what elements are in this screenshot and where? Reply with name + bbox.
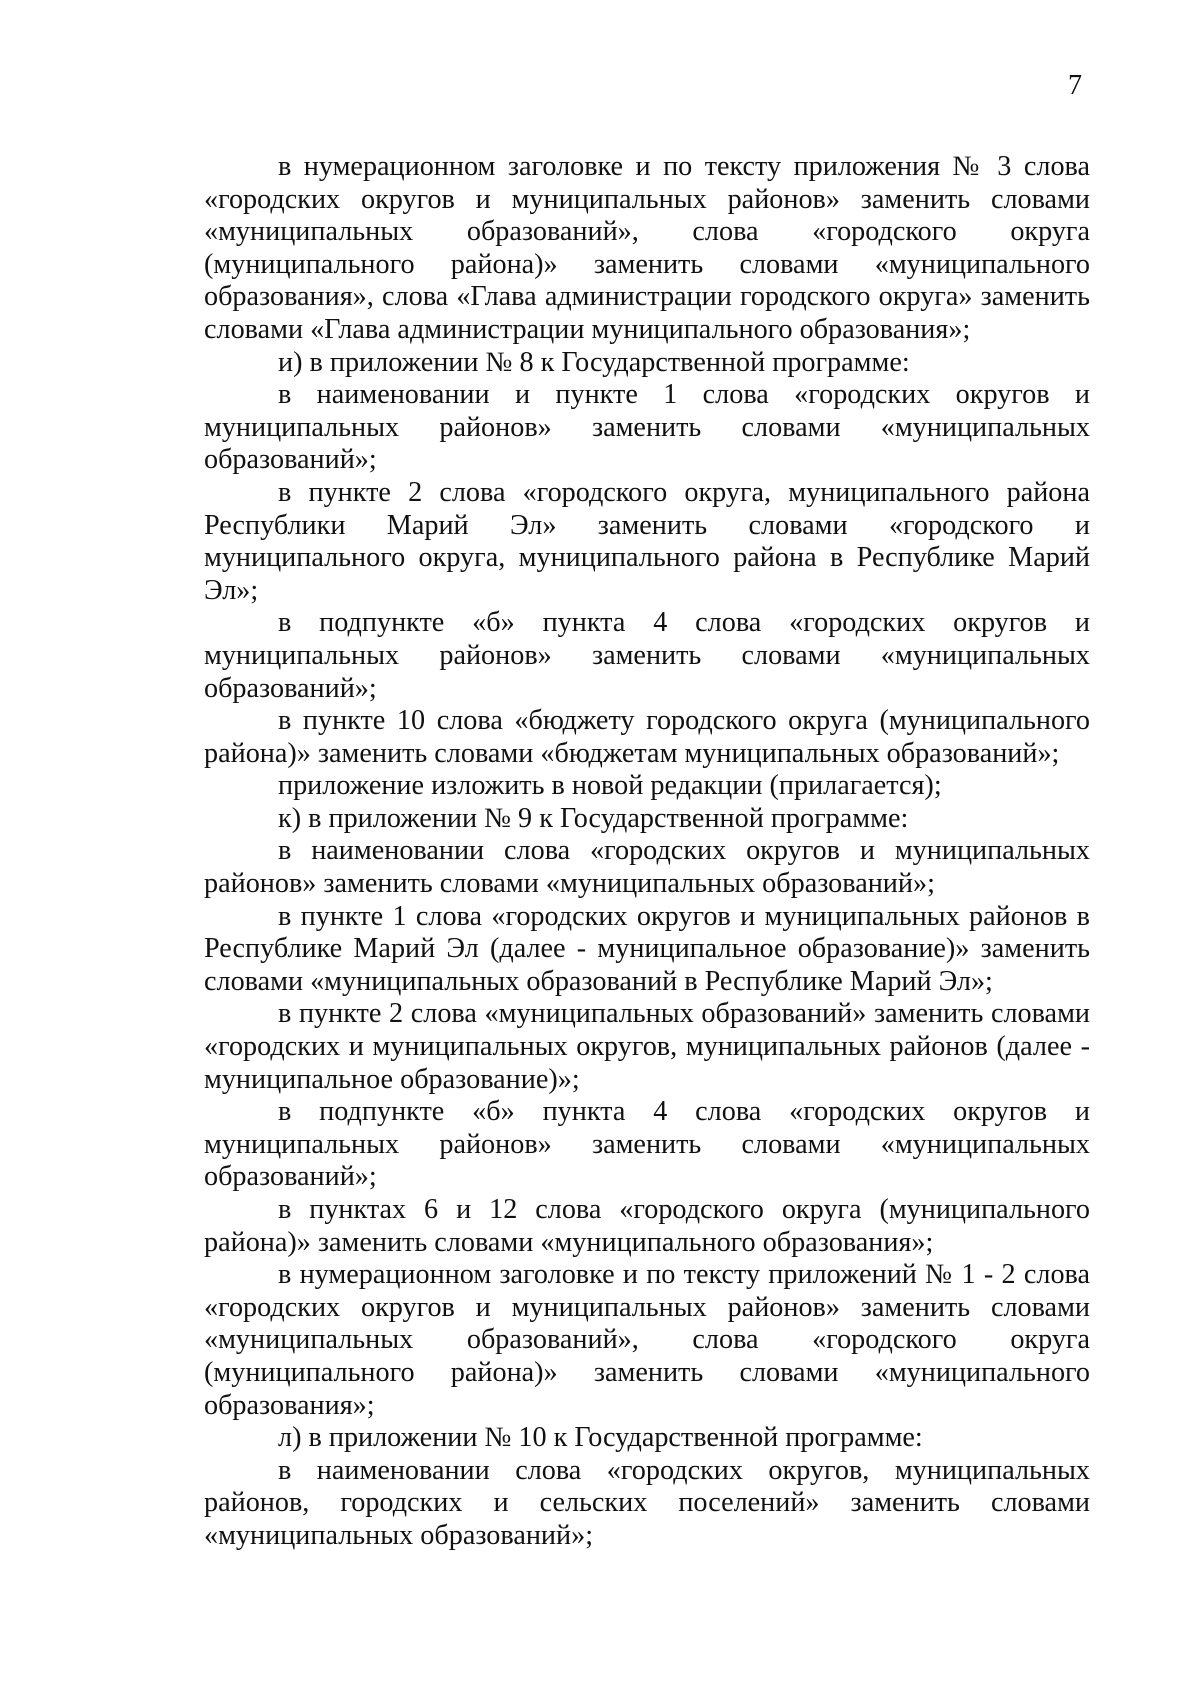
page-number: 7 — [1068, 70, 1082, 101]
paragraph: в нумерационном заголовке и по тексту приложений № 1 - 2 слова «городских округов и муниципальных районов» заменить словами «муниципальных образований», слова «городского округа (муниципального района)» заменить словами «муниципального образования»; — [204, 1259, 1090, 1421]
paragraph: л) в приложении № 10 к Государственной программе: — [278, 1422, 923, 1454]
paragraph: и) в приложении № 8 к Государственной программе: — [278, 346, 910, 378]
paragraph: в наименовании слова «городских округов, муниципальных районов, городских и сельских поселений» заменить словами «муниципальных образований»; — [204, 1454, 1090, 1551]
paragraph: в подпункте «б» пункта 4 слова «городских округов и муниципальных районов» заменить словами «муниципальных образований»; — [204, 1096, 1090, 1193]
paragraph: к) в приложении № 9 к Государственной программе: — [278, 802, 909, 834]
paragraph: приложение изложить в новой редакции (прилагается); — [278, 770, 942, 802]
paragraph: в наименовании слова «городских округов и муниципальных районов» заменить словами «муниципальных образований»; — [204, 835, 1090, 900]
paragraph: в пунктах 6 и 12 слова «городского округа (муниципального района)» заменить словами «муниципального образования»; — [204, 1194, 1090, 1258]
document-body — [204, 151, 1090, 1553]
paragraph: в пункте 10 слова «бюджету городского округа (муниципального района)» заменить словами «бюджетам муниципальных образований»; — [204, 705, 1090, 769]
paragraph: в пункте 2 слова «муниципальных образований» заменить словами «городских и муниципальных округов, муниципальных районов (далее - муниципальное образование)»; — [204, 998, 1090, 1095]
paragraph: в наименовании и пункте 1 слова «городских округов и муниципальных районов» заменить словами «муниципальных образований»; — [204, 379, 1090, 476]
paragraph: в пункте 2 слова «городского округа, муниципального района Республики Марий Эл» заменить словами «городского и муниципального округа, муниципального района в Республике Марий Эл»; — [204, 476, 1090, 606]
paragraph: в подпункте «б» пункта 4 слова «городских округов и муниципальных районов» заменить словами «муниципальных образований»; — [204, 607, 1090, 704]
paragraph: в нумерационном заголовке и по тексту приложения № 3 слова «городских округов и муниципальных районов» заменить словами «муниципальных образований», слова «городского округа (муниципального района)» заменить словами «муниципального образования», слова «Глава администрации городского округа» заменить словами «Глава администрации муниципального образования»; — [204, 151, 1090, 345]
paragraph: в пункте 1 слова «городских округов и муниципальных районов в Республике Марий Эл (далее - муниципальное образование)» заменить словами «муниципальных образований в Республике Марий Эл»; — [204, 900, 1090, 997]
